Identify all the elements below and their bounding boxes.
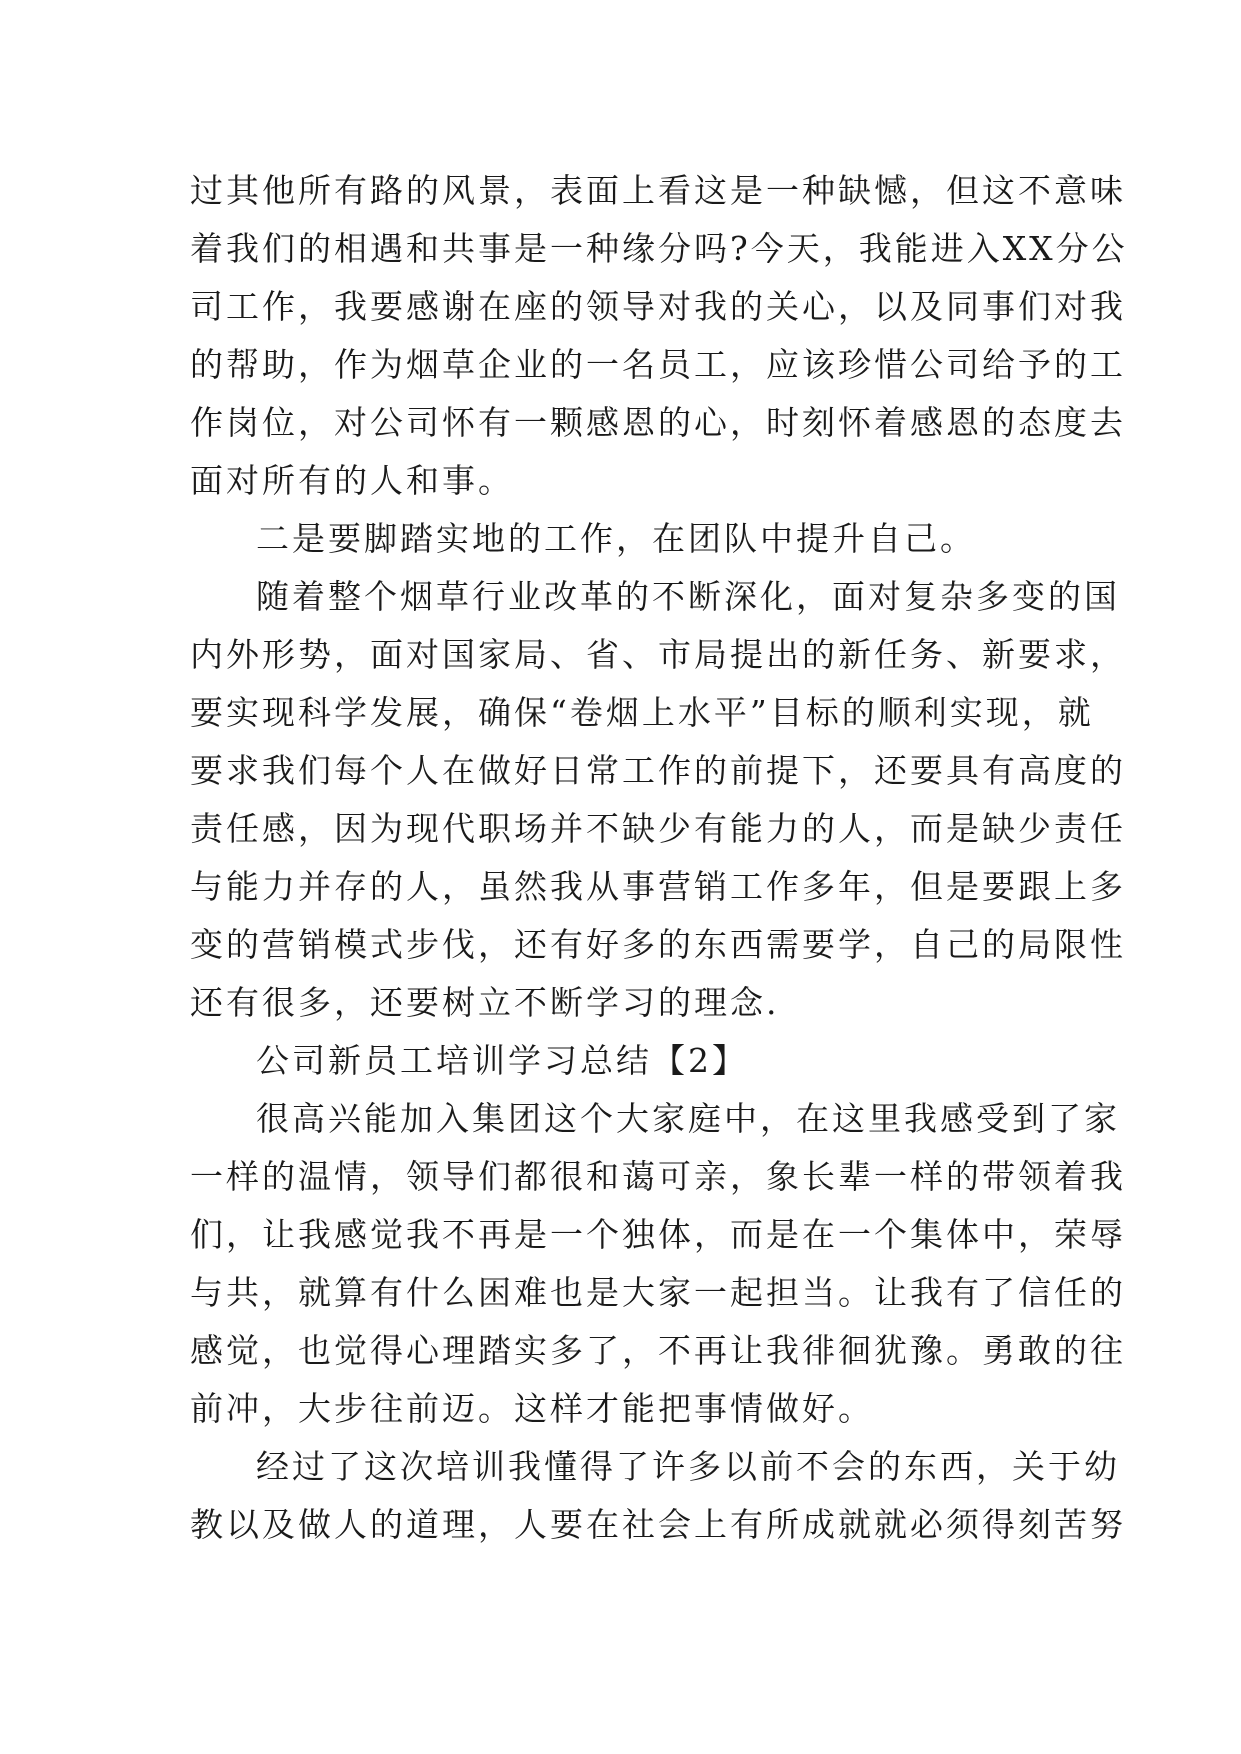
text-line: 教以及做人的道理，人要在社会上有所成就就必须得刻苦努 — [190, 1505, 1126, 1544]
text-line: 感觉，也觉得心理踏实多了，不再让我徘徊犹豫。勇敢的往 — [190, 1331, 1126, 1370]
text-line: 公司新员工培训学习总结【2】 — [256, 1041, 748, 1080]
text-line: 一样的温情，领导们都很和蔼可亲，象长辈一样的带领着我 — [190, 1157, 1126, 1196]
text-line: 随着整个烟草行业改革的不断深化，面对复杂多变的国 — [256, 577, 1120, 616]
text-line: 内外形势，面对国家局、省、市局提出的新任务、新要求， — [190, 635, 1126, 674]
text-line: 很高兴能加入集团这个大家庭中，在这里我感受到了家 — [256, 1099, 1120, 1138]
text-line: 司工作，我要感谢在座的领导对我的关心，以及同事们对我 — [190, 287, 1126, 326]
document-body — [190, 162, 1128, 1554]
text-line: 着我们的相遇和共事是一种缘分吗?今天，我能进入XX分公 — [190, 229, 1128, 268]
text-line: 面对所有的人和事。 — [190, 461, 514, 500]
text-line: 变的营销模式步伐，还有好多的东西需要学，自己的局限性 — [190, 925, 1126, 964]
text-line: 要实现科学发展，确保“卷烟上水平”目标的顺利实现，就 — [190, 693, 1094, 732]
text-line: 作岗位，对公司怀有一颗感恩的心，时刻怀着感恩的态度去 — [190, 403, 1126, 442]
text-line: 与共，就算有什么困难也是大家一起担当。让我有了信任的 — [190, 1273, 1126, 1312]
text-line: 还有很多，还要树立不断学习的理念. — [190, 983, 780, 1022]
text-line: 二是要脚踏实地的工作，在团队中提升自己。 — [256, 519, 976, 558]
text-line: 们，让我感觉我不再是一个独体，而是在一个集体中，荣辱 — [190, 1215, 1126, 1254]
text-line: 与能力并存的人，虽然我从事营销工作多年，但是要跟上多 — [190, 867, 1126, 906]
text-line: 经过了这次培训我懂得了许多以前不会的东西，关于幼 — [256, 1447, 1120, 1486]
text-line: 的帮助，作为烟草企业的一名员工，应该珍惜公司给予的工 — [190, 345, 1126, 384]
text-line: 过其他所有路的风景，表面上看这是一种缺憾，但这不意味 — [190, 171, 1126, 210]
text-line: 责任感，因为现代职场并不缺少有能力的人，而是缺少责任 — [190, 809, 1126, 848]
text-line: 前冲，大步往前迈。这样才能把事情做好。 — [190, 1389, 874, 1428]
text-line: 要求我们每个人在做好日常工作的前提下，还要具有高度的 — [190, 751, 1126, 790]
